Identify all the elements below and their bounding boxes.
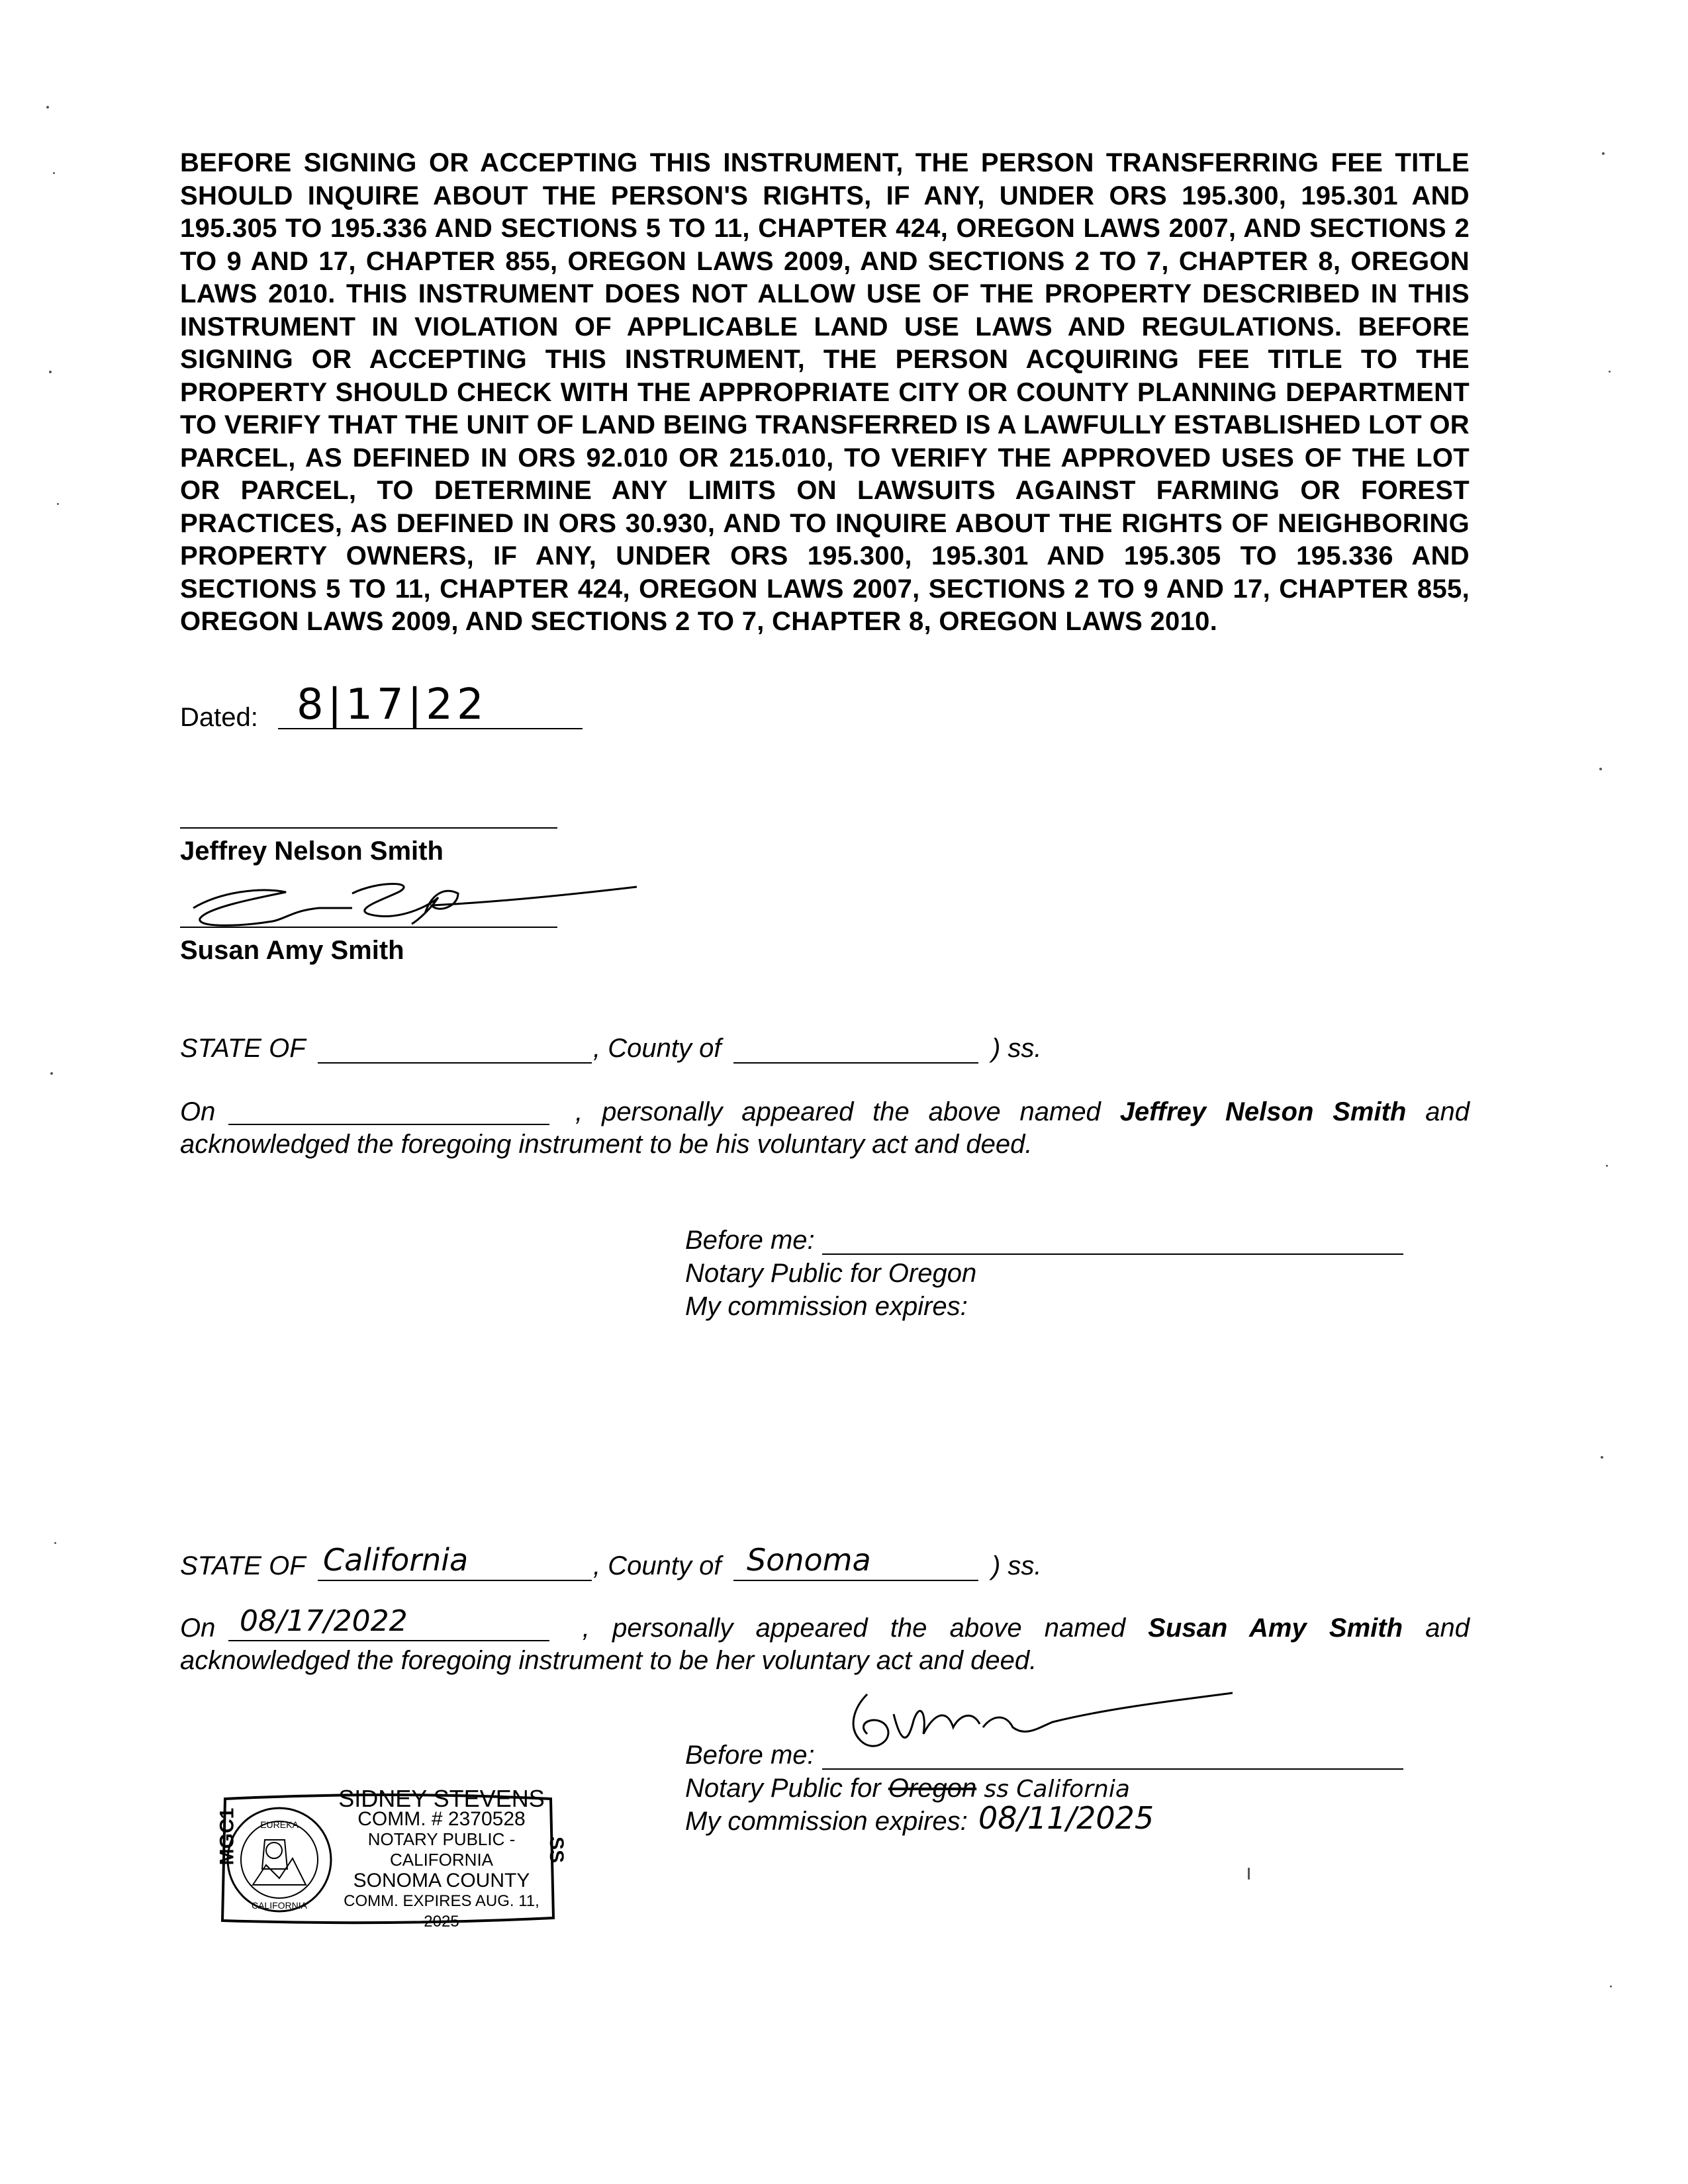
dated-value: 8|17|22: [297, 680, 488, 729]
ack2-before-me: Before me:: [685, 1741, 815, 1770]
stamp-side-right: SS: [545, 1836, 568, 1864]
ack2-notary-prefix: Notary Public for: [685, 1774, 881, 1803]
scan-speck: [54, 1542, 56, 1544]
ack2-state-value: California: [323, 1542, 469, 1578]
dated-label: Dated:: [180, 703, 258, 732]
stamp-name: SIDNEY STEVENS: [338, 1785, 545, 1812]
scan-speck: [1601, 1456, 1603, 1459]
scan-speck: [1610, 1985, 1612, 1987]
ack2-county-label: , County of: [593, 1551, 722, 1580]
ack2-state-blank: [318, 1580, 592, 1581]
ack2-expires: My commission expires:: [685, 1807, 968, 1836]
ack2-county-blank: [733, 1580, 978, 1581]
scan-speck: [1602, 152, 1605, 155]
ack1-before-me: Before me:: [685, 1226, 815, 1255]
ack1-name: Jeffrey Nelson Smith: [1119, 1097, 1407, 1126]
ack2-notary-struck: Oregon: [888, 1774, 977, 1803]
ack1-date-underline: [228, 1124, 549, 1125]
ack1-ss: ) ss.: [992, 1034, 1042, 1063]
scan-speck: [1606, 1165, 1608, 1167]
stamp-text-block: [326, 1785, 557, 1932]
ack2-date-underline: [228, 1640, 549, 1641]
ack1-state-blank: [318, 1062, 592, 1064]
ack2-date-value: 08/17/2022: [240, 1604, 408, 1638]
stamp-side-left: MGC1: [216, 1807, 238, 1866]
notary-signature: [841, 1674, 1238, 1767]
scan-speck: [57, 503, 59, 505]
scan-speck: [1248, 1868, 1250, 1880]
scan-speck: [53, 172, 55, 174]
stamp-county: SONOMA COUNTY: [353, 1870, 530, 1891]
notary-stamp: [213, 1785, 568, 1933]
stamp-comm: COMM. # 2370528: [357, 1808, 526, 1830]
ack1-state-label: STATE OF: [180, 1034, 306, 1063]
ack2-state-label: STATE OF: [180, 1551, 306, 1580]
scan-speck: [46, 106, 49, 109]
stamp-expires: COMM. EXPIRES AUG. 11, 2025: [344, 1892, 539, 1931]
ack1-text-a: , personally appeared the above named: [575, 1097, 1101, 1126]
scan-speck: [49, 371, 52, 373]
ack2-text-a: , personally appeared the above named: [582, 1614, 1126, 1643]
ack1-expires: My commission expires:: [685, 1292, 968, 1321]
ack2-county-value: Sonoma: [747, 1542, 871, 1578]
scan-speck: [1599, 768, 1602, 770]
scan-speck: [1609, 371, 1611, 373]
susan-signature: [180, 867, 643, 940]
scan-speck: [50, 1072, 53, 1075]
signer-name-1: Jeffrey Nelson Smith: [180, 837, 444, 866]
ack1-text-b: and acknowledged the foregoing instrument to be his voluntary act and deed.: [180, 1097, 1470, 1159]
ack2-on: On: [180, 1614, 216, 1643]
ack1-county-label: , County of: [593, 1034, 722, 1063]
land-use-statement: BEFORE SIGNING OR ACCEPTING THIS INSTRUMENT, THE PERSON TRANSFERRING FEE TITLE SHOULD INQUIRE ABOUT THE PERSON'S RIGHTS, IF ANY, UNDER ORS 195.300, 195.301 AND 195.305 TO 195.336 AND SECTIONS 5 TO 11, CHAPTER 424, OREGON LAWS 2007, AND SECTIONS 2 TO 9 AND 17, CHAPTER 855, OREGON LAWS 2009, AND SECTIONS 2 TO 7, CHAPTER 8, OREGON LAWS 2010. THIS INSTRUMENT DOES NOT ALLOW USE OF THE PROPERTY DESCRIBED IN THIS INSTRUMENT IN VIOLATION OF APPLICABLE LAND USE LAWS AND REGULATIONS. BEFORE SIGNING OR ACCEPTING THIS INSTRUMENT, THE PERSON ACQUIRING FEE TITLE TO THE PROPERTY SHOULD CHECK WITH THE APPROPRIATE CITY OR COUNTY PLANNING DEPARTMENT TO VERIFY THAT THE UNIT OF LAND BEING TRANSFERRED IS A LAWFULLY ESTABLISHED LOT OR PARCEL, AS DEFINED IN ORS 92.010 OR 215.010, TO VERIFY THE APPROVED USES OF THE LOT OR PARCEL, TO DETERMINE ANY LIMITS ON LAWSUITS AGAINST FARMING OR FOREST PRACTICES, AS DEFINED IN ORS 30.930, AND TO INQUIRE ABOUT THE RIGHTS OF NEIGHBORING PROPERTY OWNERS, IF ANY, UNDER ORS 195.300, 195.301 AND 195.305 TO 195.336 AND SECTIONS 5 TO 11, CHAPTER 424, OREGON LAWS 2007, SECTIONS 2 TO 9 AND 17, CHAPTER 855, OREGON LAWS 2009, AND SECTIONS 2 TO 7, CHAPTER 8, OREGON LAWS 2010.: [180, 148, 1470, 636]
seal-motto: EUREKA: [260, 1819, 299, 1830]
ack2-ss: ) ss.: [992, 1551, 1042, 1580]
ack1-on: On: [180, 1097, 216, 1126]
signer-name-2: Susan Amy Smith: [180, 936, 404, 965]
ack1-paragraph: [180, 1096, 1470, 1161]
seal-bottom: CALIFORNIA: [251, 1900, 308, 1911]
ack2-before-me-line: [822, 1768, 1403, 1770]
ack2-notary-handwritten: ss California: [984, 1776, 1130, 1803]
signature-line-1: [180, 827, 557, 829]
ack1-before-me-line: [822, 1253, 1403, 1255]
ack1-county-blank: [733, 1062, 978, 1064]
ack2-expires-value: 08/11/2025: [978, 1800, 1154, 1836]
ack2-name: Susan Amy Smith: [1148, 1614, 1403, 1643]
ack1-notary: Notary Public for Oregon: [685, 1259, 977, 1288]
ack2-text-b: and acknowledged the foregoing instrument to be her voluntary act and deed.: [180, 1614, 1470, 1675]
stamp-title: NOTARY PUBLIC - CALIFORNIA: [367, 1829, 516, 1870]
